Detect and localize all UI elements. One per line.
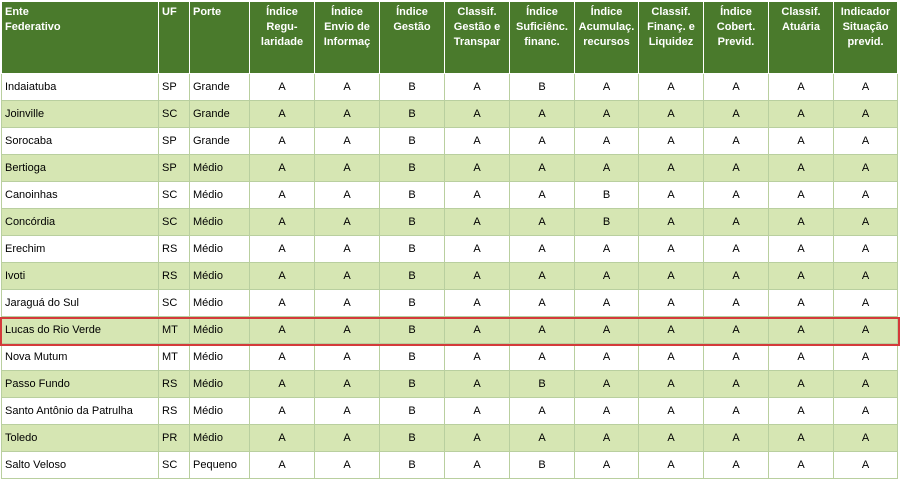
table-cell: A	[575, 425, 639, 452]
table-cell: Médio	[190, 182, 250, 209]
table-cell: A	[445, 209, 510, 236]
table-row	[2, 290, 898, 317]
table-cell: A	[510, 155, 575, 182]
table-cell: A	[769, 398, 834, 425]
table-cell: A	[250, 128, 315, 155]
table-row	[2, 209, 898, 236]
table-row	[2, 425, 898, 452]
table-cell: A	[510, 317, 575, 344]
table-cell: A	[704, 290, 769, 317]
table-cell: A	[510, 344, 575, 371]
table-cell: A	[769, 344, 834, 371]
table-cell: B	[380, 290, 445, 317]
table-cell: A	[834, 263, 898, 290]
table-cell: Médio	[190, 344, 250, 371]
table-cell: A	[250, 344, 315, 371]
table-cell: A	[510, 425, 575, 452]
table-cell: B	[380, 74, 445, 101]
table-cell: A	[834, 101, 898, 128]
table-cell: A	[445, 425, 510, 452]
column-header: UF	[159, 2, 190, 74]
table-cell: A	[315, 155, 380, 182]
table-cell: A	[315, 290, 380, 317]
table-cell: A	[250, 155, 315, 182]
table-cell: A	[445, 344, 510, 371]
table-cell: MT	[159, 317, 190, 344]
table-cell: A	[575, 155, 639, 182]
table-cell: A	[445, 398, 510, 425]
table-cell: B	[380, 128, 445, 155]
table-cell: B	[510, 74, 575, 101]
table-cell: A	[704, 398, 769, 425]
table-cell: A	[639, 425, 704, 452]
table-cell: SC	[159, 182, 190, 209]
table-cell: A	[250, 398, 315, 425]
table-cell: A	[315, 101, 380, 128]
table-cell: Santo Antônio da Patrulha	[2, 398, 159, 425]
table-cell: A	[250, 452, 315, 479]
table-cell: A	[639, 344, 704, 371]
table-cell: A	[575, 290, 639, 317]
table-cell: A	[315, 452, 380, 479]
table-cell: Bertioga	[2, 155, 159, 182]
table-cell: B	[380, 236, 445, 263]
table-cell: A	[834, 155, 898, 182]
table-cell: A	[445, 236, 510, 263]
column-header: Classif. Atuária	[769, 2, 834, 74]
table-cell: A	[769, 290, 834, 317]
table-cell: Médio	[190, 371, 250, 398]
table-cell: B	[380, 344, 445, 371]
table-cell: A	[575, 101, 639, 128]
table-cell: A	[639, 209, 704, 236]
table-cell: A	[445, 155, 510, 182]
table-cell: RS	[159, 371, 190, 398]
table-cell: SP	[159, 155, 190, 182]
table-cell: A	[834, 290, 898, 317]
table-cell: A	[575, 74, 639, 101]
table-cell: A	[704, 344, 769, 371]
table-cell: A	[445, 74, 510, 101]
column-header: Classif. Gestão e Transpar	[445, 2, 510, 74]
table-cell: A	[769, 101, 834, 128]
table-cell: A	[510, 128, 575, 155]
table-cell: Salto Veloso	[2, 452, 159, 479]
table-cell: B	[510, 371, 575, 398]
table-cell: A	[639, 236, 704, 263]
table-cell: A	[575, 452, 639, 479]
ratings-table	[1, 1, 898, 479]
table-cell: Passo Fundo	[2, 371, 159, 398]
table-cell: A	[639, 263, 704, 290]
table-cell: A	[834, 236, 898, 263]
table-cell: Toledo	[2, 425, 159, 452]
table-cell: A	[445, 182, 510, 209]
table-cell: A	[315, 236, 380, 263]
table-cell: A	[250, 290, 315, 317]
table-cell: B	[380, 398, 445, 425]
column-header: Índice Cobert. Previd.	[704, 2, 769, 74]
table-row	[2, 263, 898, 290]
table-row	[2, 317, 898, 344]
table-cell: A	[510, 209, 575, 236]
table-cell: A	[445, 452, 510, 479]
table-cell: A	[315, 182, 380, 209]
table-cell: A	[704, 182, 769, 209]
table-cell: Concórdia	[2, 209, 159, 236]
table-cell: A	[510, 290, 575, 317]
table-cell: A	[639, 182, 704, 209]
table-cell: Erechim	[2, 236, 159, 263]
table-cell: A	[575, 371, 639, 398]
table-cell: A	[639, 290, 704, 317]
table-cell: A	[704, 155, 769, 182]
table-cell: A	[769, 236, 834, 263]
table-body	[2, 74, 898, 479]
table-cell: B	[380, 371, 445, 398]
table-cell: A	[769, 263, 834, 290]
table-cell: A	[250, 74, 315, 101]
table-cell: B	[380, 182, 445, 209]
table-cell: A	[769, 155, 834, 182]
table-row	[2, 452, 898, 479]
table-cell: B	[510, 452, 575, 479]
table-cell: A	[639, 155, 704, 182]
table-cell: A	[445, 317, 510, 344]
table-cell: A	[445, 263, 510, 290]
table-cell: A	[315, 209, 380, 236]
table-cell: A	[704, 452, 769, 479]
column-header: Índice Suficiênc. financ.	[510, 2, 575, 74]
column-header: Índice Envio de Informaç	[315, 2, 380, 74]
table-row	[2, 182, 898, 209]
table-cell: A	[250, 371, 315, 398]
table-cell: A	[769, 371, 834, 398]
table-row	[2, 344, 898, 371]
table-cell: SC	[159, 209, 190, 236]
table-cell: A	[250, 317, 315, 344]
table-row	[2, 128, 898, 155]
table-cell: A	[315, 263, 380, 290]
table-cell: Médio	[190, 290, 250, 317]
table-cell: B	[575, 182, 639, 209]
table-cell: A	[510, 182, 575, 209]
table-cell: A	[250, 101, 315, 128]
table-cell: Nova Mutum	[2, 344, 159, 371]
table-cell: Canoinhas	[2, 182, 159, 209]
table-cell: RS	[159, 398, 190, 425]
header-row	[2, 2, 898, 74]
table-cell: A	[704, 74, 769, 101]
table-cell: A	[769, 317, 834, 344]
table-cell: A	[639, 101, 704, 128]
table-cell: A	[704, 101, 769, 128]
table-cell: A	[834, 425, 898, 452]
table-cell: SP	[159, 128, 190, 155]
table-cell: A	[510, 101, 575, 128]
table-cell: A	[704, 209, 769, 236]
table-cell: Joinville	[2, 101, 159, 128]
table-cell: Sorocaba	[2, 128, 159, 155]
table-cell: A	[315, 317, 380, 344]
table-cell: A	[250, 425, 315, 452]
table-cell: Indaiatuba	[2, 74, 159, 101]
table-cell: A	[639, 74, 704, 101]
table-cell: Médio	[190, 155, 250, 182]
table-cell: A	[834, 128, 898, 155]
table-cell: A	[575, 317, 639, 344]
table-cell: A	[315, 74, 380, 101]
column-header: Classif. Finanç. e Liquidez	[639, 2, 704, 74]
table-cell: A	[315, 371, 380, 398]
table-cell: SC	[159, 101, 190, 128]
table-cell: A	[704, 263, 769, 290]
table-cell: A	[639, 128, 704, 155]
column-header: Indicador Situação previd.	[834, 2, 898, 74]
table-cell: A	[639, 452, 704, 479]
table-cell: A	[834, 371, 898, 398]
table-cell: A	[769, 128, 834, 155]
table-cell: A	[704, 425, 769, 452]
table-cell: PR	[159, 425, 190, 452]
table-cell: A	[834, 209, 898, 236]
table-cell: A	[704, 317, 769, 344]
table-cell: SC	[159, 290, 190, 317]
table-cell: A	[769, 182, 834, 209]
table-row	[2, 398, 898, 425]
column-header: Índice Acumulaç. recursos	[575, 2, 639, 74]
table-cell: A	[834, 344, 898, 371]
table-cell: A	[250, 209, 315, 236]
table-cell: A	[315, 344, 380, 371]
table-cell: Jaraguá do Sul	[2, 290, 159, 317]
table-cell: A	[510, 263, 575, 290]
table-cell: A	[769, 74, 834, 101]
table-cell: B	[380, 263, 445, 290]
table-cell: A	[704, 128, 769, 155]
table-cell: B	[380, 317, 445, 344]
column-header: Índice Regu- laridade	[250, 2, 315, 74]
column-header: Índice Gestão	[380, 2, 445, 74]
table-cell: Médio	[190, 425, 250, 452]
table-cell: Médio	[190, 317, 250, 344]
column-header: Porte	[190, 2, 250, 74]
table-cell: Médio	[190, 209, 250, 236]
table-cell: A	[315, 425, 380, 452]
table-cell: A	[575, 344, 639, 371]
table-cell: A	[769, 209, 834, 236]
table-cell: A	[834, 398, 898, 425]
table-cell: Pequeno	[190, 452, 250, 479]
table-cell: A	[250, 263, 315, 290]
table-cell: A	[639, 398, 704, 425]
table-cell: Grande	[190, 74, 250, 101]
table-row	[2, 155, 898, 182]
table-cell: Grande	[190, 128, 250, 155]
table-cell: A	[315, 128, 380, 155]
table-cell: A	[834, 317, 898, 344]
table-cell: B	[380, 209, 445, 236]
table-cell: B	[380, 155, 445, 182]
table-cell: A	[250, 236, 315, 263]
table-cell: A	[445, 101, 510, 128]
table-cell: Ivoti	[2, 263, 159, 290]
table-cell: A	[704, 371, 769, 398]
table-cell: Médio	[190, 398, 250, 425]
table-cell: Médio	[190, 263, 250, 290]
table-cell: A	[575, 263, 639, 290]
table-cell: RS	[159, 236, 190, 263]
table-cell: SP	[159, 74, 190, 101]
table-cell: A	[769, 425, 834, 452]
table-row	[2, 236, 898, 263]
table-cell: A	[315, 398, 380, 425]
table-row	[2, 74, 898, 101]
table-cell: B	[380, 425, 445, 452]
table-cell: RS	[159, 263, 190, 290]
table-cell: A	[769, 452, 834, 479]
table-cell: A	[834, 182, 898, 209]
table-cell: A	[250, 182, 315, 209]
table-row	[2, 371, 898, 398]
table-cell: B	[575, 209, 639, 236]
table-cell: A	[510, 398, 575, 425]
table-cell: A	[575, 398, 639, 425]
table-cell: A	[575, 128, 639, 155]
table-cell: A	[445, 290, 510, 317]
table-cell: B	[380, 452, 445, 479]
table-cell: Lucas do Rio Verde	[2, 317, 159, 344]
table-cell: A	[639, 317, 704, 344]
table-cell: MT	[159, 344, 190, 371]
table-cell: A	[510, 236, 575, 263]
table-cell: A	[575, 236, 639, 263]
column-header: Ente Federativo	[2, 2, 159, 74]
table-cell: SC	[159, 452, 190, 479]
table-cell: A	[639, 371, 704, 398]
table-cell: A	[445, 128, 510, 155]
table-row	[2, 101, 898, 128]
table-cell: A	[445, 371, 510, 398]
table-cell: A	[834, 452, 898, 479]
table-cell: B	[380, 101, 445, 128]
table-cell: A	[834, 74, 898, 101]
table-cell: Grande	[190, 101, 250, 128]
table-cell: A	[704, 236, 769, 263]
table-cell: Médio	[190, 236, 250, 263]
